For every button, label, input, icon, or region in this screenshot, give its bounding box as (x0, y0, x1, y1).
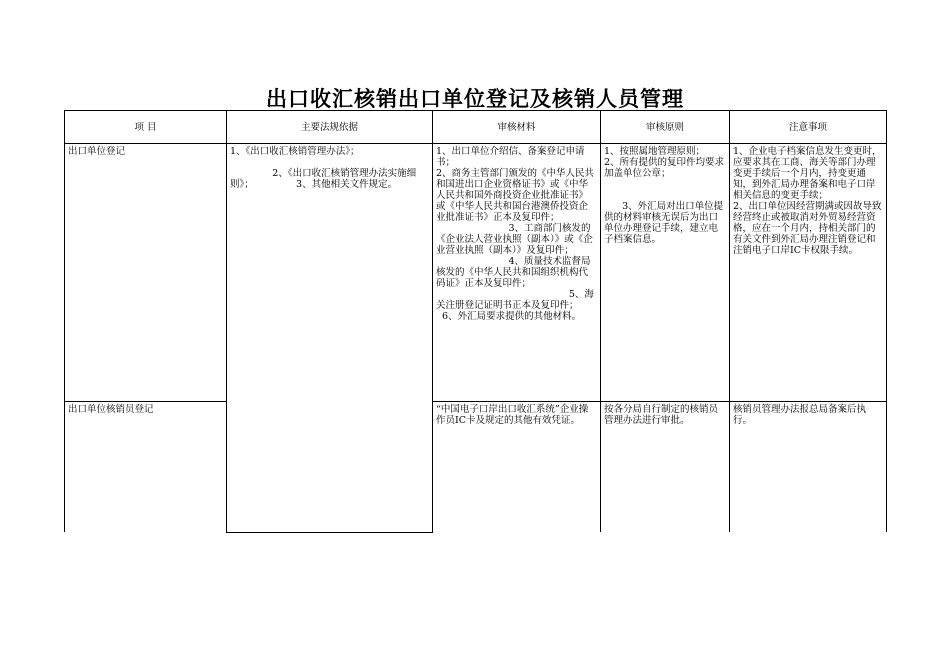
page-title: 出口收汇核销出口单位登记及核销人员管理 (266, 86, 684, 111)
table-row (65, 402, 887, 533)
row-materials: “中国电子口岸出口收汇系统”企业操作员IC卡及规定的其他有效凭证。 (433, 402, 601, 533)
row-principle: 按各分局自行制定的核销员管理办法进行审批。 (601, 402, 730, 533)
row-basis: 1、《出口收汇核销管理办法》； 2、《出口收汇核销管理办法实施细则》； 3、其他相关文件规定。 (227, 144, 433, 533)
header-materials: 审核材料 (433, 111, 601, 144)
row-materials: 1、出口单位介绍信、备案登记申请书； 2、商务主管部门颁发的《中华人民共和国进出口企业资格证书》或《中华人民共和国外商投资企业批准证书》或《中华人民共和国台港澳侨投资企业批准证书》正本及复印件； 3、工商部门核发的《企业法人营业执照（副本）》或《企业营业执照（副本）》及复印件； 4、质量技术监督局核发的《中华人民共和国组织机构代码证》正本及复印件； 5、海关注册登记证明书正本及复印件； 6、外汇局要求提供的其他材料。 (433, 144, 601, 402)
header-basis: 主要法规依据 (227, 111, 433, 144)
row-notes: 核销员管理办法报总局备案后执行。 (730, 402, 887, 533)
row-item: 出口单位登记 (65, 144, 227, 402)
header-item: 项 目 (65, 111, 227, 144)
header-principle: 审核原则 (601, 111, 730, 144)
registration-table (64, 110, 887, 533)
row-notes: 1、企业电子档案信息发生变更时，应要求其在工商、海关等部门办理变更手续后一个月内，持变更通知，到外汇局办理备案和电子口岸相关信息的变更手续； 2、出口单位因经营期满或因故导致经营终止或被取消对外贸易经营资格，应在一个月内，持相关部门的有关文件到外汇局办理注销登记和注销电子口岸IC卡权限手续。 (730, 144, 887, 402)
table-row (65, 144, 887, 402)
table-header-row (65, 111, 887, 144)
header-notes: 注意事项 (730, 111, 887, 144)
row-item: 出口单位核销员登记 (65, 402, 227, 533)
row-principle: 1、按照属地管理原则； 2、所有提供的复印件均要求加盖单位公章； 3、外汇局对出口单位提供的材料审核无误后为出口单位办理登记手续，建立电子档案信息。 (601, 144, 730, 402)
